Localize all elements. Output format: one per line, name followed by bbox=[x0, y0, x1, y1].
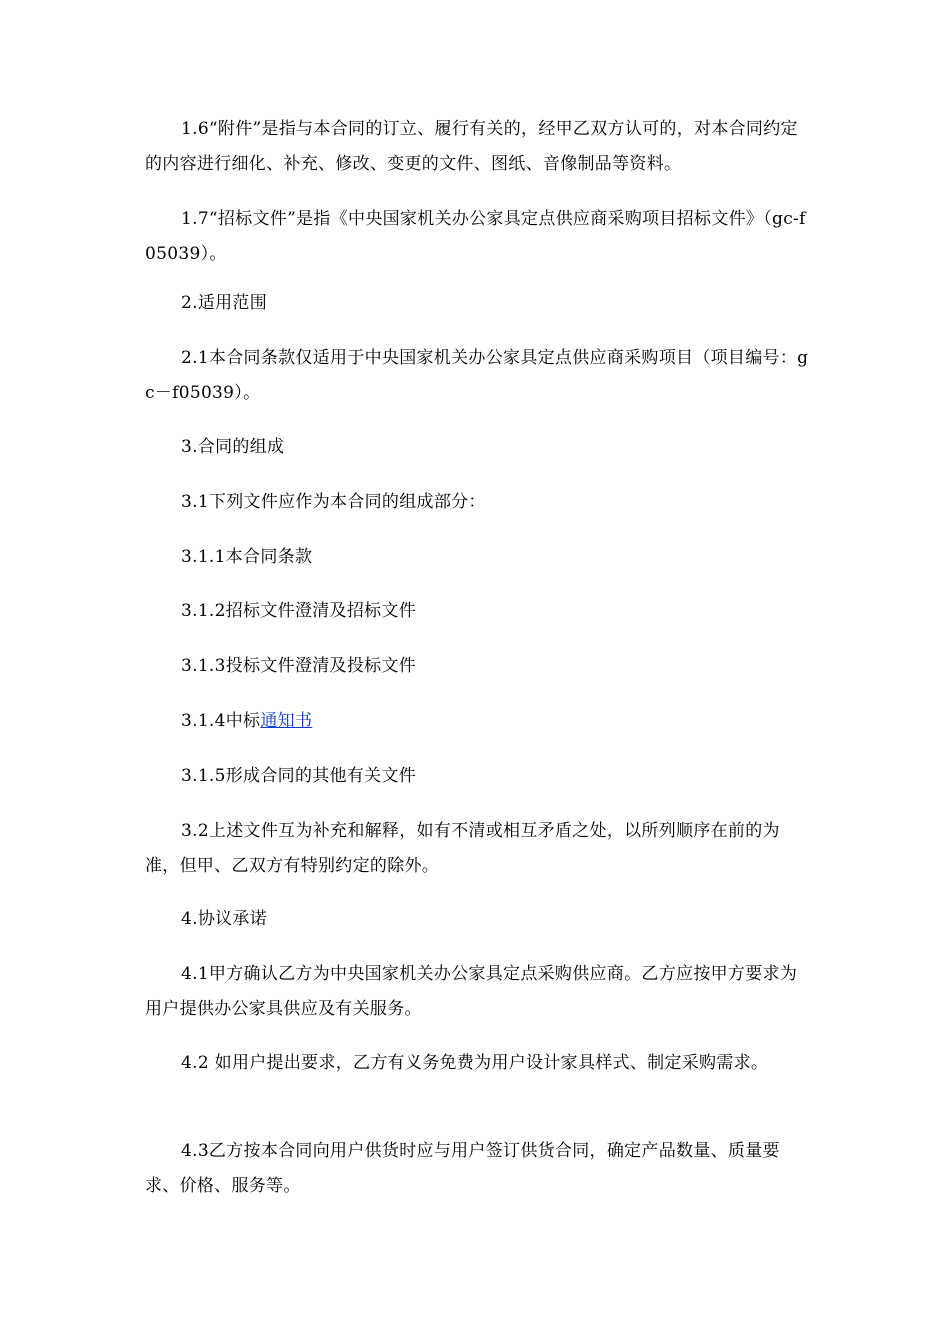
paragraph-3-1-4-text: 3.1.4中标 bbox=[181, 711, 261, 731]
paragraph-3-1-5: 3.1.5形成合同的其他有关文件 bbox=[181, 766, 417, 786]
paragraph-3-1-2: 3.1.2招标文件澄清及招标文件 bbox=[181, 601, 417, 621]
paragraph-1-6: 1.6“附件”是指与本合同的订立、履行有关的，经甲乙双方认可的，对本合同约定的内容进行细化、补充、修改、变更的文件、图纸、音像制品等资料。 bbox=[145, 119, 798, 174]
paragraph-4-2: 4.2 如用户提出要求，乙方有义务免费为用户设计家具样式、制定采购需求。 bbox=[181, 1053, 769, 1073]
notice-link[interactable]: 通知书 bbox=[260, 711, 313, 731]
paragraph-3-1-3: 3.1.3投标文件澄清及投标文件 bbox=[181, 656, 417, 676]
paragraph-3-1-1: 3.1.1本合同条款 bbox=[181, 547, 313, 567]
paragraph-3-1-4 bbox=[145, 704, 810, 739]
heading-3-composition: 3.合同的组成 bbox=[181, 437, 285, 457]
paragraph-3-1: 3.1下列文件应作为本合同的组成部分： bbox=[181, 492, 486, 512]
paragraph-3-2: 3.2上述文件互为补充和解释，如有不清或相互矛盾之处，以所列顺序在前的为准，但甲、乙双方有特别约定的除外。 bbox=[145, 821, 780, 876]
heading-2-scope: 2.适用范围 bbox=[181, 293, 268, 313]
heading-4-commitment: 4.协议承诺 bbox=[181, 909, 268, 929]
paragraph-4-3: 4.3乙方按本合同向用户供货时应与用户签订供货合同，确定产品数量、质量要求、价格、服务等。 bbox=[145, 1141, 780, 1196]
paragraph-4-1: 4.1甲方确认乙方为中央国家机关办公家具定点采购供应商。乙方应按甲方要求为用户提供办公家具供应及有关服务。 bbox=[145, 964, 798, 1019]
paragraph-2-1: 2.1本合同条款仅适用于中央国家机关办公家具定点供应商采购项目（项目编号：gc－f05039）。 bbox=[145, 348, 809, 403]
paragraph-1-7: 1.7“招标文件”是指《中央国家机关办公家具定点供应商采购项目招标文件》（gc-f05039）。 bbox=[145, 209, 806, 264]
